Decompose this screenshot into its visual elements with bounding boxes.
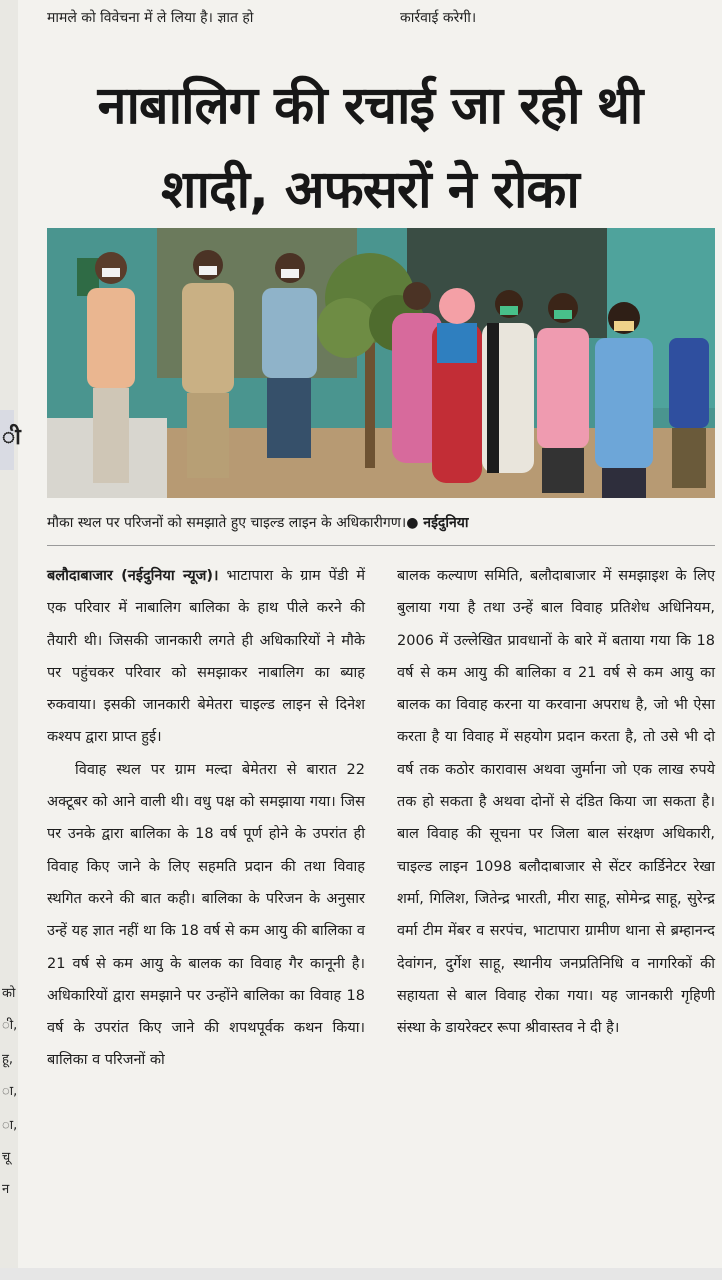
article-paragraph: विवाह स्थल पर ग्राम मल्दा बेमेतरा से बारात 22 अक्टूबर को आने वाली थी। वधु पक्ष को समझाया गया। जिस पर उनके द्वारा बालिका के 18 वर्ष पूर्ण होने के उपरांत ही विवाह किए जाने के लिए सहमति प्रदान की तथा विवाह स्थगित करने की बात कही। बालिका के परिजन के अनुसार उन्हें यह ज्ञात नहीं था कि 18 वर्ष से कम आयु की बालिका व 21 वर्ष से कम आयु के बालक का विवाह गैर कानूनी है। अधिकारियों द्वारा समझाने पर उन्होंने बालिका का विवाह 18 वर्ष के उपरांत किए जाने की शपथपूर्वक कथन किया। बालिका व परिजनों को bbox=[47, 761, 365, 1069]
previous-article-tail-right: कार्रवाई करेगी। bbox=[400, 10, 477, 26]
edge-fragment: ी, bbox=[2, 1018, 18, 1033]
headline-line-2: शादी, अफसरों ने रोका bbox=[161, 160, 579, 220]
adjacent-column-edge bbox=[0, 0, 21, 1280]
edge-fragment: न bbox=[2, 1182, 10, 1197]
edge-fragment: ी bbox=[2, 425, 21, 450]
edge-fragment: हू, bbox=[2, 1052, 14, 1067]
caption-divider bbox=[47, 545, 715, 546]
article-column-2 bbox=[397, 560, 715, 1044]
edge-fragment: को bbox=[2, 986, 16, 1001]
photo-illustration bbox=[47, 228, 715, 498]
dateline: बलौदाबाजार (नईदुनिया न्यूज)। bbox=[47, 568, 219, 584]
article-column-1 bbox=[47, 560, 365, 1077]
photo-credit: ● नईदुनिया bbox=[406, 515, 469, 531]
screen-bottom-bar bbox=[0, 1268, 722, 1280]
edge-fragment: चू bbox=[2, 1150, 11, 1165]
article-headline bbox=[40, 64, 700, 232]
news-photo bbox=[47, 228, 715, 498]
edge-fragment: ा, bbox=[2, 1118, 18, 1133]
caption-text: मौका स्थल पर परिजनों को समझाते हुए चाइल्ड लाइन के अधिकारीगण। bbox=[47, 515, 407, 531]
headline-line-1: नाबालिग की रचाई जा रही थी bbox=[97, 76, 643, 136]
photo-caption bbox=[47, 512, 715, 534]
article-paragraph bbox=[47, 560, 365, 754]
paragraph-text: भाटापारा के ग्राम पेंडी में एक परिवार में नाबालिग बालिका के हाथ पीले करने की तैयारी थी। जिसकी जानकारी लगते ही अधिकारियों ने मौके पर पहुंचकर परिवार को समझाकर नाबालिग का ब्याह रुकवाया। इसकी जानकारी बेमेतरा चाइल्ड लाइन से दिनेश कश्यप द्वारा प्राप्त हुई। bbox=[47, 568, 365, 746]
previous-article-tail-left: मामले को विवेचना में ले लिया है। ज्ञात हो bbox=[47, 10, 254, 26]
article-paragraph: बालक कल्याण समिति, बलौदाबाजार में समझाइश के लिए बुलाया गया है तथा उन्हें बाल विवाह प्रतिशेध अधिनियम, 2006 में उल्लेखित प्रावधानों के बारे में बताया गया कि 18 वर्ष से कम आयु की बालिका व 21 वर्ष से कम आयु का बालक का विवाह करना या करवाना अपराध है, जो भी ऐसा करता है या विवाह में सहयोग प्रदान करता है, तो उसे भी दो वर्ष तक कठोर कारावास अथवा जुर्माना जो एक लाख रुपये तक हो सकता है अथवा दोनों से दंडित किया जा सकता है। बाल विवाह की सूचना पर जिला बाल संरक्षण अधिकारी, चाइल्ड लाइन 1098 बलौदाबाजार से सेंटर कार्डिनेटर रेखा शर्मा, गिलिश, जितेन्द्र भारती, मीरा साहू, सोमेन्द्र साहू, सुरेन्द्र वर्मा टीम मेंबर व सरपंच, भाटापारा ग्रामीण थाना से ब्रम्हानन्द देवांगन, दुर्गेश साहू, स्थानीय जनप्रतिनिधि व नागरिकों की सहायता से बाल विवाह रोका गया। यह जानकारी गृहिणी संस्था के डायरेक्टर रूपा श्रीवास्तव ने दी है। bbox=[397, 568, 715, 1037]
edge-fragment: ा, bbox=[2, 1084, 18, 1099]
